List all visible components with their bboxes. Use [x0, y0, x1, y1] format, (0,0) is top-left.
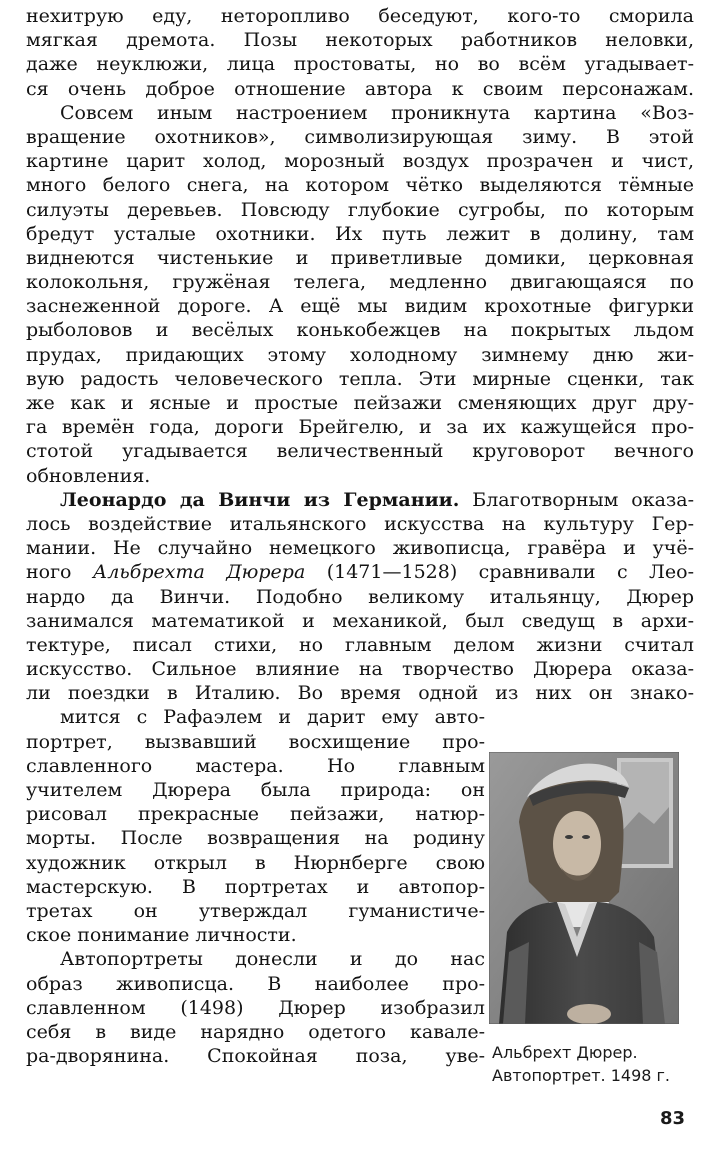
text-line: искусство. Сильное влияние на творчество Дюрера оказа-: [26, 658, 694, 681]
text-line: славленном (1498) Дюрер изобразил: [26, 996, 485, 1019]
image-caption: [492, 1041, 692, 1087]
text-line: рисовал прекрасные пейзажи, натюр-: [26, 803, 485, 826]
section-heading: Леонардо да Винчи из Германии.: [60, 488, 460, 511]
text-line: славленного мастера. Но главным: [26, 754, 485, 777]
text-line: Автопортреты донесли и до нас: [60, 948, 485, 971]
caption-line: Автопортрет. 1498 г.: [492, 1066, 670, 1085]
text-line: нехитрую еду, неторопливо беседуют, кого-то сморила: [26, 5, 694, 27]
text-line: колокольня, гружёная телега, медленно двигающаяся по: [26, 271, 694, 294]
text-line: рыболовов и весёлых конькобежцев на покрытых льдом: [26, 319, 694, 342]
text-line: обновления.: [26, 464, 151, 487]
text-line: мании. Не случайно немецкого живописца, гравёра и учё-: [26, 537, 694, 560]
page-number: 83: [660, 1108, 686, 1129]
text-line: ли поездки в Италию. Во время одной из них он знако-: [26, 682, 694, 705]
text-line: много белого снега, на котором чётко выделяются тёмные: [26, 174, 694, 197]
line-prefix: ного: [26, 561, 72, 584]
text-line: нардо да Винчи. Подобно великому итальянцу, Дюрер: [26, 585, 694, 608]
text-line: мится с Рафаэлем и дарит ему авто-: [60, 706, 485, 729]
durer-self-portrait-image: [489, 752, 679, 1024]
text-line: даже неуклюжи, лица простоваты, но во всём угадывает-: [26, 53, 694, 76]
text-line: лось воздействие итальянского искусства на культуру Гер-: [26, 512, 694, 535]
text-line: га времён года, дороги Брейгелю, и за их кажущейся про-: [26, 416, 694, 439]
text-line: картине царит холод, морозный воздух прозрачен и чист,: [26, 150, 694, 173]
text-line-with-heading: [26, 488, 694, 512]
text-line: ра-дворянина. Спокойная поза, уве-: [26, 1045, 485, 1068]
line-suffix: (1471—1528) сравнивали с Лео-: [326, 561, 694, 584]
text-line-with-name: [26, 560, 694, 584]
artist-name: Альбрехта Дюрера: [92, 561, 306, 584]
text-line: образ живописца. В наиболее про-: [26, 972, 485, 995]
caption-line: Альбрехт Дюрер.: [492, 1043, 638, 1062]
text-line: тектуре, писал стихи, но главным делом жизни считал: [26, 633, 694, 656]
text-line: портрет, вызвавший восхищение про-: [26, 730, 485, 753]
text-line: силуэты деревьев. Повсюду глубокие сугробы, по которым: [26, 198, 694, 221]
text-line: занимался математикой и механикой, был сведущ в архи-: [26, 609, 694, 632]
portrait-illustration: [489, 752, 679, 1024]
text-line: бредут усталые охотники. Их путь лежит в долину, там: [26, 222, 694, 245]
text-line: учителем Дюрера была природа: он: [26, 779, 485, 801]
text-line: же как и ясные и простые пейзажи сменяющих друг дру-: [26, 392, 694, 414]
text-line: Совсем иным настроением проникнута картина «Воз-: [60, 101, 694, 124]
text-line: вращение охотников», символизирующая зиму. В этой: [26, 125, 694, 148]
text-line: третах он утверждал гуманистиче-: [26, 899, 485, 922]
text-line: художник открыл в Нюрнберге свою: [26, 851, 485, 874]
text-line: ское понимание личности.: [26, 924, 297, 947]
text-line: мастерскую. В портретах и автопор-: [26, 875, 485, 898]
text-line: виднеются чистенькие и приветливые домики, церковная: [26, 246, 694, 269]
heading-continuation: Благотворным оказа-: [472, 488, 694, 511]
text-line: прудах, придающих этому холодному зимнему дню жи-: [26, 343, 694, 366]
text-line: мягкая дремота. Позы некоторых работников неловки,: [26, 29, 694, 52]
text-line: заснеженной дороге. А ещё мы видим крохотные фигурки: [26, 295, 694, 318]
text-line: себя в виде нарядно одетого кавале-: [26, 1020, 485, 1043]
text-line: морты. После возвращения на родину: [26, 827, 485, 850]
text-line: ся очень доброе отношение автора к своим персонажам.: [26, 77, 694, 100]
text-line: вую радость человеческого тепла. Эти мирные сценки, так: [26, 367, 694, 390]
text-line: стотой угадывается величественный круговорот вечного: [26, 440, 694, 463]
